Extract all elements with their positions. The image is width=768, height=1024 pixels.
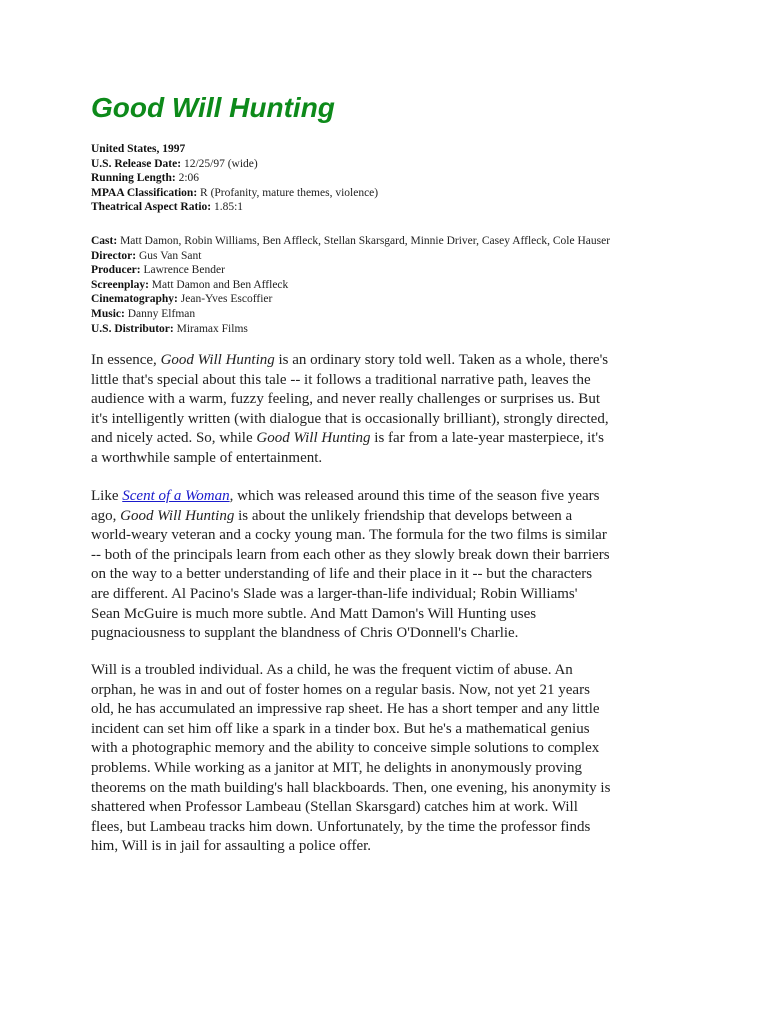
- text-line: audience with a warm, fuzzy feeling, and never really challenges or surprises us. But: [91, 391, 600, 408]
- scent-of-a-woman-link[interactable]: Scent of a Woman: [122, 488, 230, 504]
- release-date: U.S. Release Date: 12/25/97 (wide): [91, 157, 258, 170]
- review-paragraph-2: [91, 487, 691, 644]
- text-line: Will is a troubled individual. As a child, he was the frequent victim of abuse. An: [91, 662, 573, 678]
- text-line: on the way to a better understanding of life and their place in it -- but the characters: [91, 566, 593, 583]
- producer: Producer: Lawrence Bender: [91, 264, 225, 277]
- running-length: Running Length: 2:06: [91, 172, 200, 185]
- text-line: problems. While working as a janitor at MIT, he delights in anonymously proving: [91, 759, 583, 776]
- text-line: pugnaciousness to supplant the blandness of Chris O'Donnell's Charlie.: [91, 625, 519, 642]
- music: Music: Danny Elfman: [91, 307, 196, 320]
- screenplay: Screenplay: Matt Damon and Ben Affleck: [91, 278, 289, 291]
- distributor: U.S. Distributor: Miramax Films: [91, 322, 248, 335]
- text-line: little that's special about this tale -- it follows a traditional narrative path, leaves the: [91, 371, 591, 388]
- director: Director: Gus Van Sant: [91, 249, 202, 262]
- review-paragraph-1: [91, 351, 691, 469]
- mpaa-classification: MPAA Classification: R (Profanity, mature themes, violence): [91, 186, 379, 199]
- text-line: him, Will is in jail for assaulting a police offer.: [91, 838, 372, 855]
- aspect-ratio: Theatrical Aspect Ratio: 1.85:1: [91, 201, 244, 214]
- text-line: world-weary veteran and a cocky young man. The formula for the two films is similar: [91, 527, 607, 544]
- text-line: and nicely acted. So, while Good Will Hunting is far from a late-year masterpiece, it's: [91, 430, 604, 447]
- cast: Cast: Matt Damon, Robin Williams, Ben Affleck, Stellan Skarsgard, Minnie Driver, Casey Affleck, Cole Hauser: [91, 235, 611, 247]
- text-line: -- both of the principals learn from each other as they slowly break down their barriers: [91, 546, 610, 563]
- page-title: Good Will Hunting: [91, 92, 335, 123]
- text-line: it's intelligently written (with dialogue that is occasionally brilliant), strongly directed,: [91, 410, 609, 427]
- text-line: with a photographic memory and the ability to conceive simple solutions to complex: [91, 740, 600, 757]
- text-line: theorems on the math building's hall blackboards. Then, one evening, his anonymity is: [91, 779, 611, 796]
- film-info: [91, 142, 731, 215]
- text-line: Like Scent of a Woman, which was released around this time of the season five years: [91, 488, 600, 504]
- text-line: old, he has accumulated an impressive rap sheet. He has a short temper and any little: [91, 701, 600, 718]
- text-line: Sean McGuire is much more subtle. And Matt Damon's Will Hunting uses: [91, 605, 537, 622]
- text-line: incident can set him off like a spark in a tinder box. But he's a mathematical genius: [91, 720, 590, 737]
- review-paragraph-3: [91, 661, 691, 857]
- text-line: orphan, he was in and out of foster homes on a regular basis. Now, not yet 21 years: [91, 681, 590, 698]
- text-line: ago, Good Will Hunting is about the unlikely friendship that develops between a: [91, 507, 573, 524]
- country-year: United States, 1997: [91, 143, 186, 155]
- credits: [91, 234, 731, 336]
- cinematography: Cinematography: Jean-Yves Escoffier: [91, 293, 273, 306]
- text-line: In essence, Good Will Hunting is an ordinary story told well. Taken as a whole, there's: [91, 352, 609, 368]
- text-line: shattered when Professor Lambeau (Stellan Skarsgard) catches him at work. Will: [91, 799, 578, 816]
- text-line: a worthwhile sample of entertainment.: [91, 449, 323, 466]
- text-line: are different. Al Pacino's Slade was a larger-than-life individual; Robin Williams': [91, 585, 578, 602]
- text-line: flees, but Lambeau tracks him down. Unfortunately, by the time the professor finds: [91, 818, 591, 835]
